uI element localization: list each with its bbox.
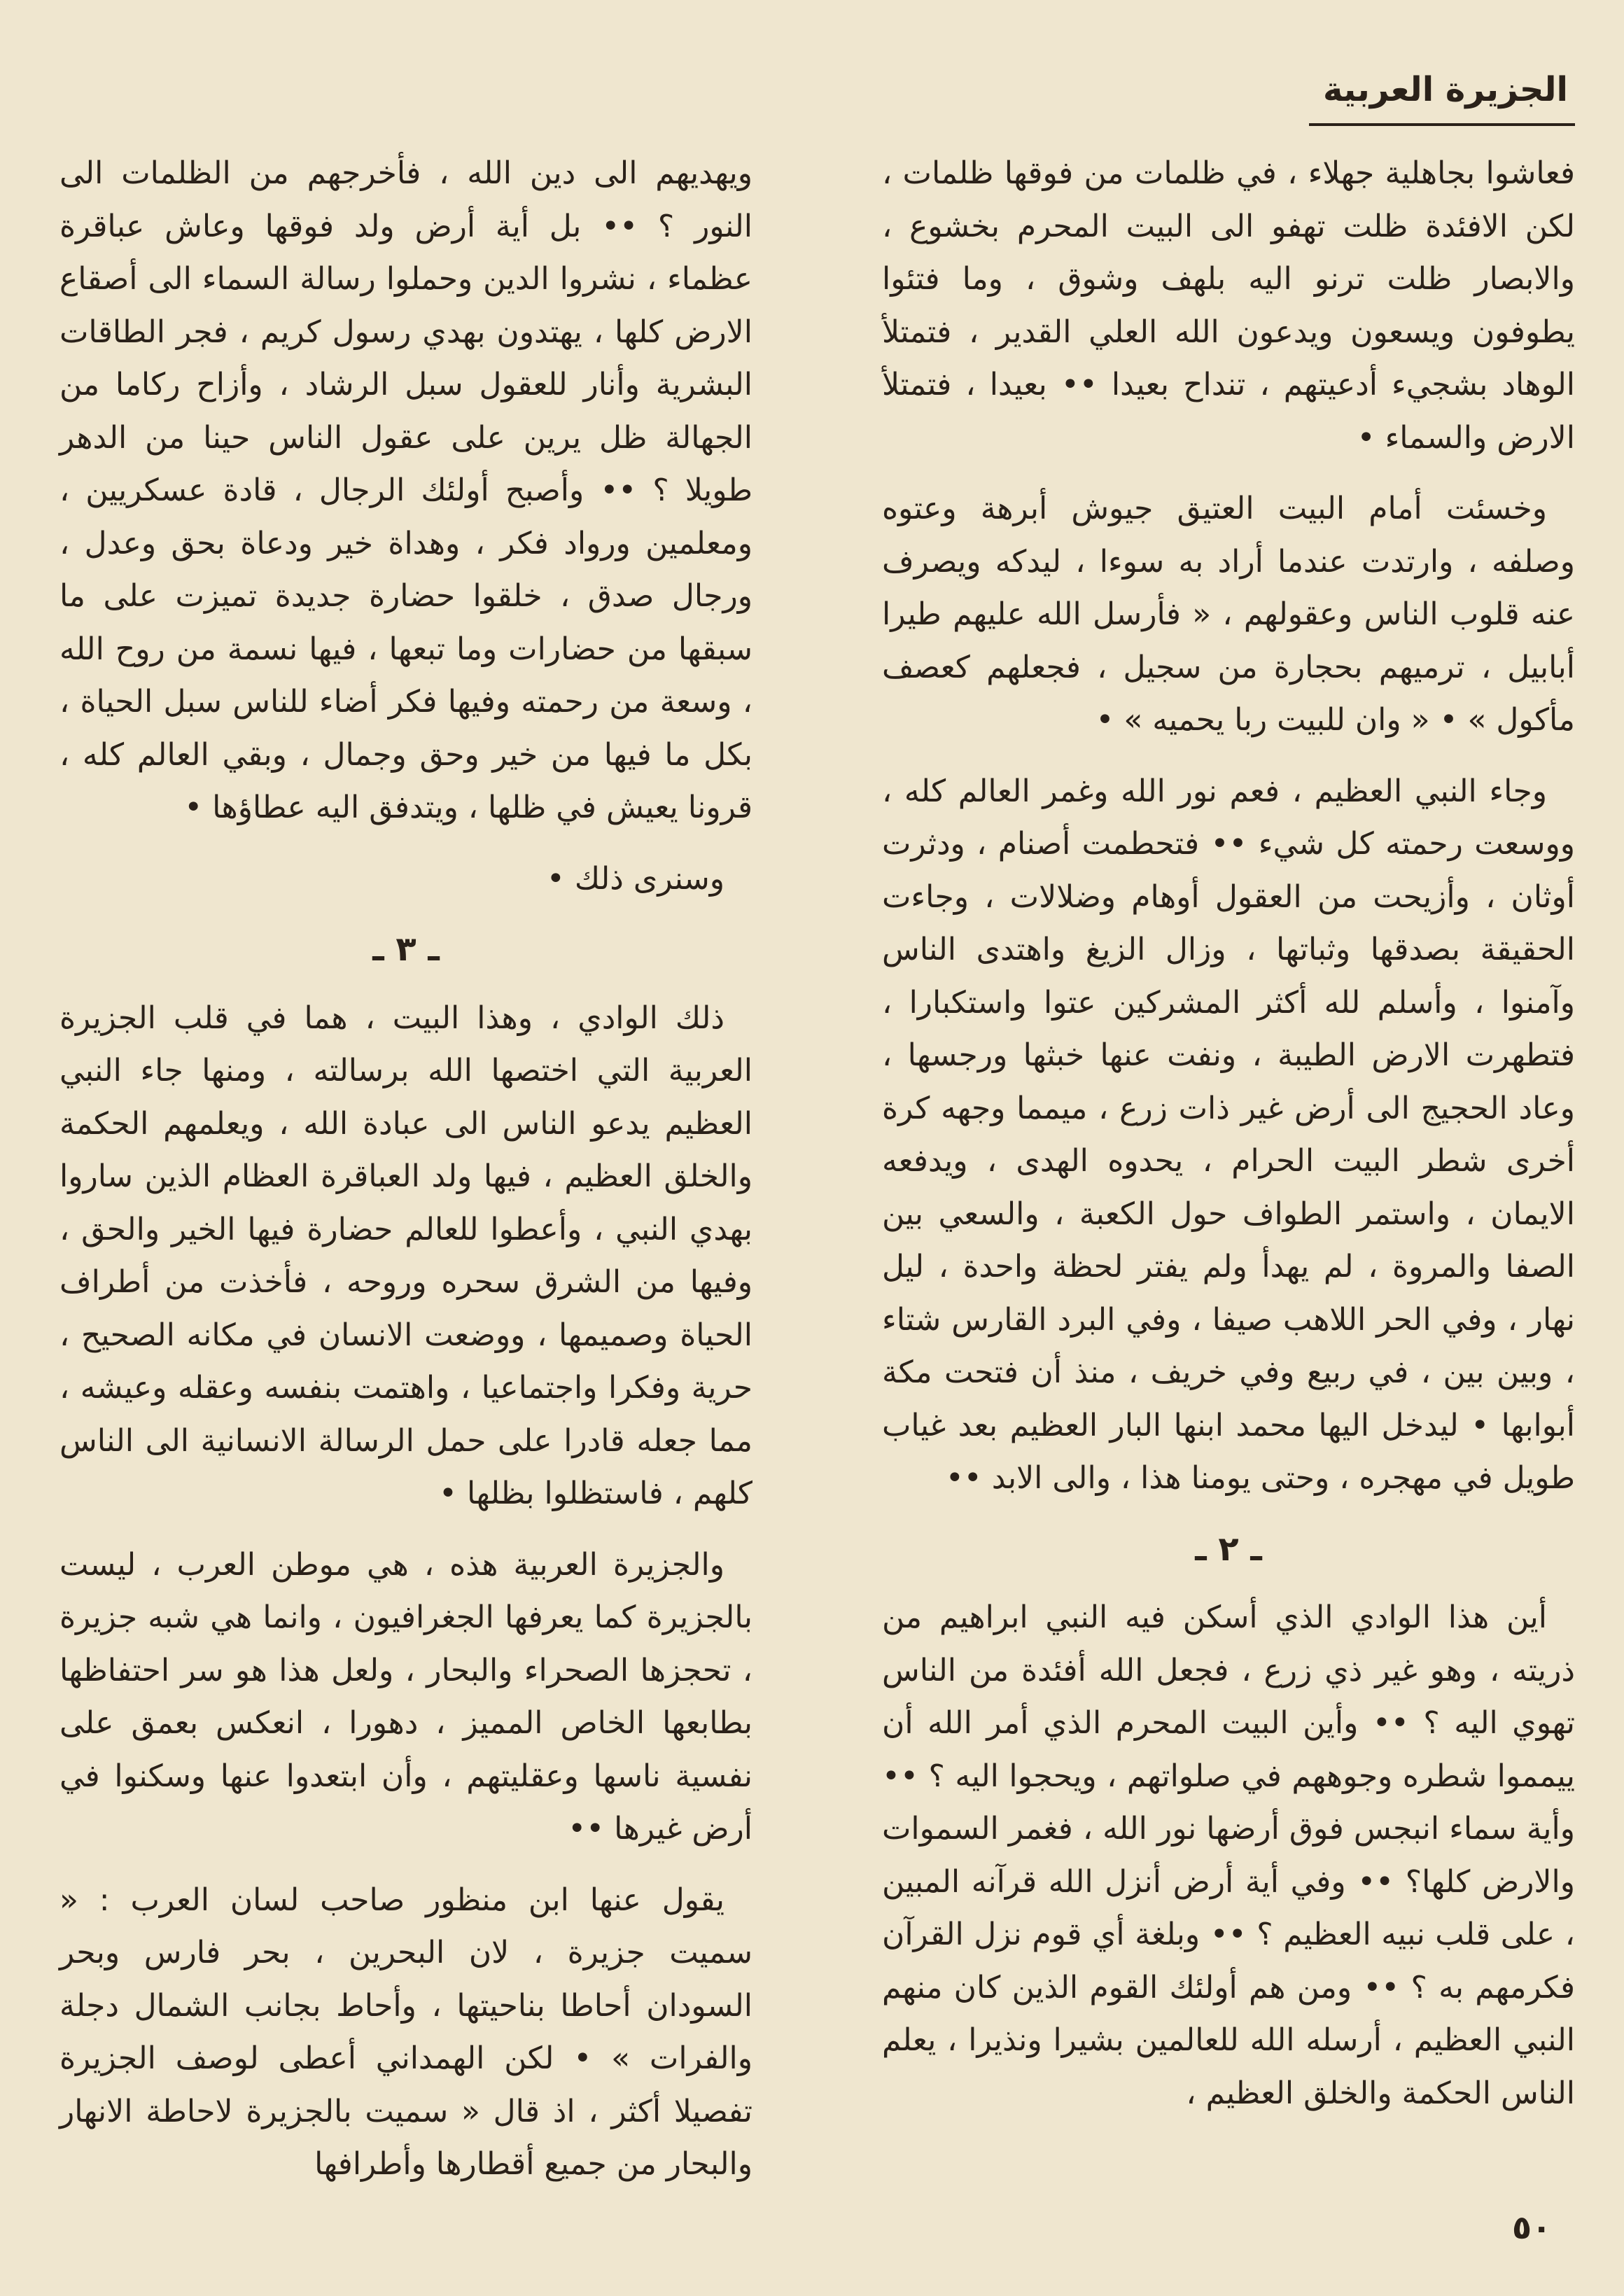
paragraph: فعاشوا بجاهلية جهلاء ، في ظلمات من فوقها ظلمات ، لكن الافئدة ظلت تهفو الى البيت المحرم بخشوع ، والابصار ظلت ترنو اليه بلهف وشوق ، وما فتئوا يطوفون ويسعون ويدعون الله العلي القدير ، فتمتلأ الوهاد بشجيء أدعيتهم ، تنداح بعيدا •• بعيدا ، فتمتلأ الارض والسماء •: [882, 155, 1575, 456]
paragraph: ذلك الوادي ، وهذا البيت ، هما في قلب الجزيرة العربية التي اختصها الله برسالته ، ومنها جاء النبي العظيم يدعو الناس الى عبادة الله ، ويعلمهم الحكمة والخلق العظيم ، فيها ولد العباقرة العظام الذين ساروا بهدي النبي ، وأعطوا للعالم حضارة فيها الخير والحق ، وفيها من الشرق سحره وروحه ، فأخذت من أطراف الحياة وصميمها ، ووضعت الانسان في مكانه الصحيح ، حرية وفكرا واجتماعيا ، واهتمت بنفسه وعقله وعيشه ، مما جعله قادرا على حمل الرسالة الانسانية الى الناس كلهم ، فاستظلوا بظلها •: [59, 1000, 752, 1511]
paragraph: وجاء النبي العظيم ، فعم نور الله وغمر العالم كله ، ووسعت رحمته كل شيء •• فتحطمت أصنام ، ودثرت أوثان ، وأزيحت من العقول أوهام وضلالات ، وجاءت الحقيقة بصدقها وثباتها ، وزال الزيغ واهتدى الناس وآمنوا ، وأسلم لله أكثر المشركين عتوا واستكبارا ، فتطهرت الارض الطيبة ، ونفت عنها خبثها ورجسها ، وعاد الحجيج الى أرض غير ذات زرع ، ميمما وجهه كرة أخرى شطر البيت الحرام ، يحدوه الهدى ، ويدفعه الايمان ، واستمر الطواف حول الكعبة ، والسعي بين الصفا والمروة ، لم يهدأ ولم يفتر لحظة واحدة ، ليل نهار ، وفي الحر اللاهب صيفا ، وفي البرد القارس شتاء ، وبين بين ، في ربيع وفي خريف ، منذ أن فتحت مكة أبوابها • ليدخل اليها محمد ابنها البار العظيم بعد غياب طويل في مهجره ، وحتى يومنا هذا ، والى الابد ••: [882, 773, 1575, 1496]
paragraph: أين هذا الوادي الذي أسكن فيه النبي ابراهيم من ذريته ، وهو غير ذي زرع ، فجعل الله أفئدة من الناس تهوي اليه ؟ •• وأين البيت المحرم الذي أمر الله أن ييمموا شطره وجوههم في صلواتهم ، ويحجوا اليه ؟ •• وأية سماء انبجس فوق أرضها نور الله ، فغمر السموات والارض كلها؟ •• وفي أية أرض أنزل الله قرآنه المبين ، على قلب نبيه العظيم ؟ •• وبلغة أي قوم نزل القرآن فكرمهم به ؟ •• ومن هم أولئك القوم الذين كان منهم النبي العظيم ، أرسله الله للعالمين بشيرا ونذيرا ، يعلم الناس الحكمة والخلق العظيم ،: [882, 1600, 1575, 2111]
header-rule: [1309, 123, 1575, 126]
paragraph: وسنرى ذلك •: [546, 860, 724, 897]
header-title: الجزيرة العربية: [1322, 70, 1568, 109]
running-header: [1302, 63, 1582, 126]
paragraph: وخسئت أمام البيت العتيق جيوش أبرهة وعتوه وصلفه ، وارتدت عندما أراد به سوءا ، ليدكه ويصرف عنه قلوب الناس وعقولهم ، « فأرسل الله عليهم طيرا أبابيل ، ترميهم بحجارة من سجيل ، فجعلهم كعصف مأكول » • « وان للبيت ربا يحميه » •: [882, 491, 1575, 738]
page-number: ٥٠: [1512, 2208, 1552, 2246]
section-number: ـ ٣ ـ: [372, 930, 440, 969]
right-column: [882, 147, 1575, 2138]
left-column: [59, 147, 752, 2209]
paragraph: يقول عنها ابن منظور صاحب لسان العرب : « سميت جزيرة ، لان البحرين ، بحر فارس وبحر السودان أحاطا بناحيتها ، وأحاط بجانب الشمال دجلة والفرات » • لكن الهمداني أعطى لوصف الجزيرة تفصيلا أكثر ، اذ قال « سميت بالجزيرة لاحاطة الانهار والبحار من جميع أقطارها وأطرافها: [59, 1882, 752, 2182]
paragraph: ويهديهم الى دين الله ، فأخرجهم من الظلمات الى النور ؟ •• بل أية أرض ولد فوقها وعاش عباقرة عظماء ، نشروا الدين وحملوا رسالة السماء الى أصقاع الارض كلها ، يهتدون بهدي رسول كريم ، فجر الطاقات البشرية وأنار للعقول سبل الرشاد ، وأزاح ركاما من الجهالة ظل يرين على عقول الناس حينا من الدهر طويلا ؟ •• وأصبح أولئك الرجال ، قادة عسكريين ، ومعلمين ورواد فكر ، وهداة خير ودعاة بحق وعدل ، ورجال صدق ، خلقوا حضارة جديدة تميزت على ما سبقها من حضارات وما تبعها ، فيها نسمة من روح الله ، وسعة من رحمته وفيها فكر أضاء للناس سبل الحياة ، بكل ما فيها من خير وحق وجمال ، وبقي العالم كله ، قرونا يعيش في ظلها ، ويتدفق اليه عطاؤها •: [59, 155, 752, 825]
paragraph: والجزيرة العربية هذه ، هي موطن العرب ، ليست بالجزيرة كما يعرفها الجغرافيون ، وانما هي شبه جزيرة ، تحجزها الصحراء والبحار ، ولعل هذا هو سر احتفاظها بطابعها الخاص المميز ، دهورا ، انعكس بعمق على نفسية ناسها وعقليتهم ، وأن ابتعدوا عنها وسكنوا في أرض غيرها ••: [59, 1546, 752, 1847]
section-number: ـ ٢ ـ: [1195, 1529, 1262, 1569]
